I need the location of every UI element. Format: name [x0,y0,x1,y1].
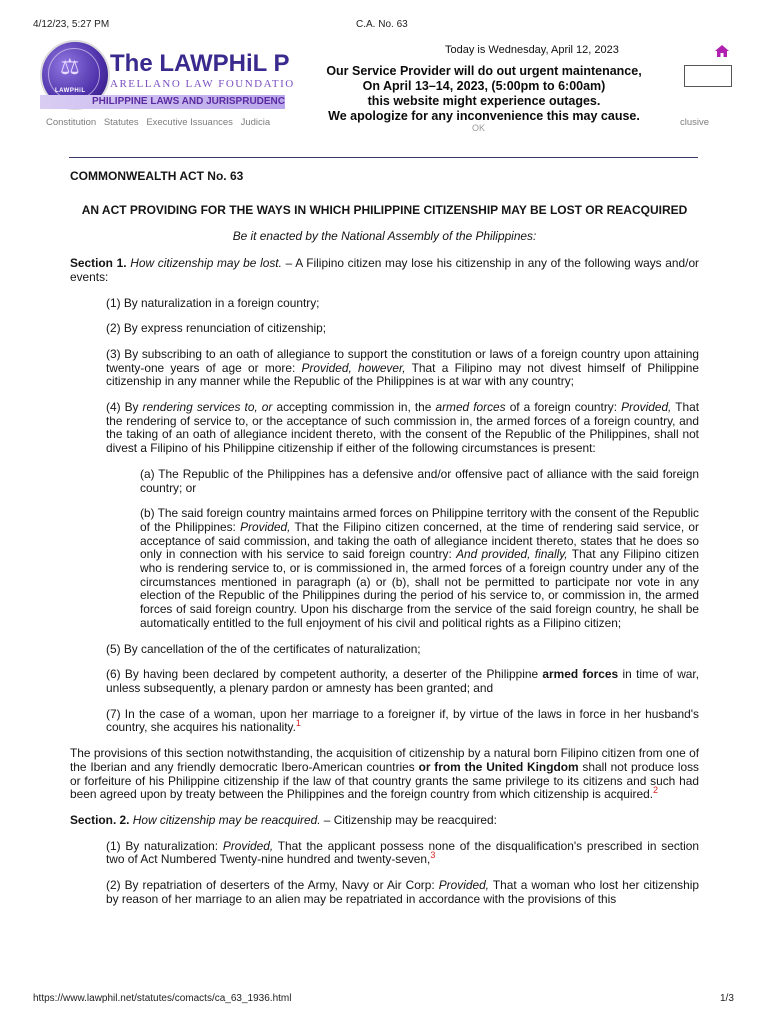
search-input[interactable] [684,65,732,87]
site-logo[interactable] [40,40,295,118]
footnote-link-1[interactable]: 1 [295,718,301,729]
section-2-intro-text: – Citizenship may be reacquired: [320,812,497,827]
nav-item-executive-issuances[interactable]: Executive Issuances [146,117,233,128]
notice-line-4: We apologize for any inconvenience this may cause. [328,109,640,123]
section-1-title: How citizenship may be lost. [130,256,282,271]
s2-item-1: (1) By naturalization: Provided, That the applicant possess none of the disqualification's prescribed in section two of Act Numbered Twenty-nine hundred and twenty-seven,$^3$ [106,838,699,867]
s1-item-6: (6) By having been declared by competent authority, a deserter of the Philippine armed forces in time of war, unless subsequently, a plenary pardon or amnesty has been granted; and [106,667,699,695]
act-title: AN ACT PROVIDING FOR THE WAYS IN WHICH PHILIPPINE CITIZENSHIP MAY BE LOST OR REACQUIRED [81,202,688,217]
notice-ok-button[interactable]: OK [472,123,486,133]
notice-line-1: Our Service Provider will do out urgent maintenance, [326,64,642,78]
s1-item-3: (3) By subscribing to an oath of allegiance to support the constitution or laws of a foreign country upon attaining twenty-one years of age or more: Provided, however, That a Filipino may not divest himself of Philippine citizenship in any manner while the Republic of the Philippines is at war with any country; [106,346,699,389]
print-page-number: 1/3 [720,993,734,1004]
logo-title: The LAWPHiL P [110,50,290,77]
document-body [70,170,699,918]
s1-item-7: (7) In the case of a woman, upon her marriage to a foreigner if, by virtue of the laws in force in her husband's country, she acquires his nationality.$^1$ [106,706,699,735]
section-2-title: How citizenship may be reacquired. [132,812,321,827]
s2-item-2: (2) By repatriation of deserters of the Army, Navy or Air Corp: Provided, That a woman who lost her citizenship by reason of her marriage to an alien may be repatriated in accordance with the provisions of this [106,878,699,906]
logo-tagline: PHILIPPINE LAWS AND JURISPRUDENC [40,95,285,109]
s1-item-4: (4) By rendering services to, or accepting commission in, the armed forces of a foreign country: Provided, That the rendering of service to, or the acceptance of such commission in, the armed forces of a foreign country, and the taking of an oath of allegiance incident thereto, with the consent of the Republic of the Philippines, shall not divest a Filipino of his Philippine citizenship if either of the following circumstances is present: [106,400,700,456]
nav-item-constitution[interactable]: Constitution [46,117,97,128]
maintenance-notice [320,64,648,124]
logo-emblem-text: LAWPHiL [55,88,86,94]
section-1-intro-text: – A Filipino citizen may lose his citizenship in any of the following ways and/or events: [70,256,700,284]
print-url: https://www.lawphil.net/statutes/comacts/ca_63_1936.html [33,993,297,1004]
today-date: Today is Wednesday, April 12, 2023 [445,44,619,56]
footnote-link-3[interactable]: 3 [430,850,436,861]
s1-item-5: (5) By cancellation of the of the certificates of naturalization; [106,641,421,656]
logo-subtitle: ARELLANO LAW FOUNDATIO [110,78,295,90]
print-datetime: 4/12/23, 5:27 PM [33,19,110,30]
section-1-heading: Section 1. [70,256,127,271]
s1-item-4a: (a) The Republic of the Philippines has a defensive and/or offensive pact of alliance with the said foreign country; or [140,466,699,495]
footnote-link-2[interactable]: 2 [653,785,659,796]
nav-item-judicial[interactable]: Judicia [240,117,271,128]
notice-line-2: On April 13–14, 2023, (5:00pm to 6:00am) [362,79,606,93]
s1-item-2: (2) By express renunciation of citizenship; [106,321,327,336]
home-icon[interactable] [714,44,730,58]
main-nav [46,117,275,128]
header-divider [69,157,698,158]
section-1-intro [70,257,699,284]
s1-item-1: (1) By naturalization in a foreign country; [106,295,320,310]
s1-item-4b: (b) The said foreign country maintains armed forces on Philippine territory with the consent of the Republic of the Philippines: Provided, That the Filipino citizen concerned, at the time of rendering said service, or acceptance of said commission, and taking the oath of allegiance incident thereto, states that he does so only in connection with his service to said foreign country: And provided, finally, That any Filipino citizen who is rendering service to, or is commissioned in, the armed forces of a foreign country under any of the circumstances mentioned in paragraph (a) or (b), shall not be permitted to participate nor vote in any election of the Republic of the Philippines during the period of his service to, or commission in, the armed forces of said foreign country. Upon his discharge from the service of the said foreign country, he shall be automatically entitled to the full enjoyment of his civil and political rights as a Filipino citizen; [140,506,699,630]
nav-item-exclusive[interactable]: clusive [680,117,710,128]
s1-proviso: The provisions of this section notwithstanding, the acquisition of citizenship by a natural born Filipino citizen from one of the Iberian and any friendly democratic Ibero-American countries or from the United Kingdom shall not produce loss or forfeiture of his Philippine citizenship if the law of that country grants the same privilege to its citizens and such had been agreed upon by treaty between the Philippines and the foreign country from which citizenship is acquired.$^2$ [70,746,699,802]
act-number: COMMONWEALTH ACT No. 63 [70,169,244,183]
notice-line-3: this website might experience outages. [367,94,601,108]
enacting-clause: Be it enacted by the National Assembly of the Philippines: [232,229,537,244]
nav-item-statutes[interactable]: Statutes [103,117,139,128]
scales-icon: ⚖ [60,54,80,79]
section-2-intro [70,814,699,828]
print-title: C.A. No. 63 [356,19,408,30]
section-2-heading: Section. 2. [70,812,130,827]
